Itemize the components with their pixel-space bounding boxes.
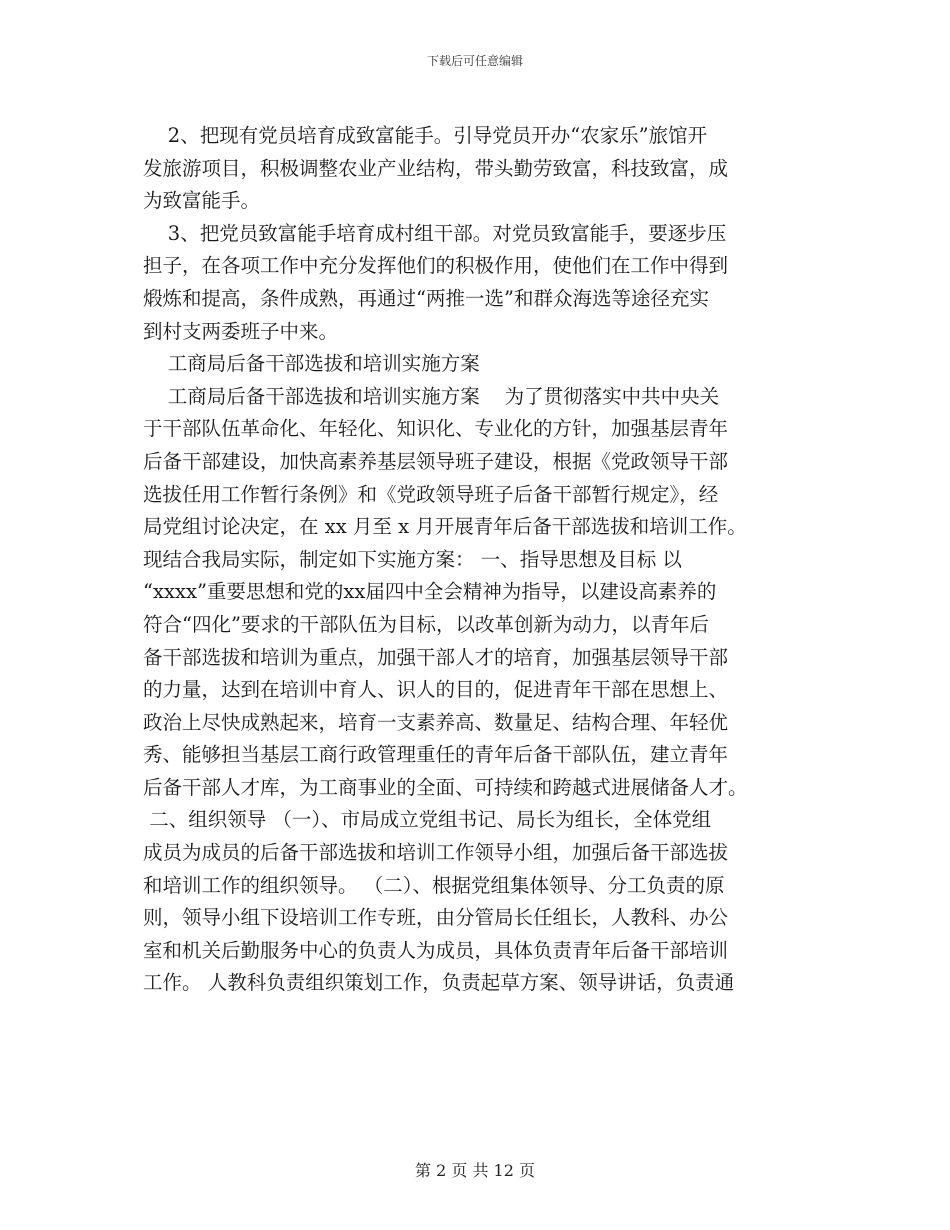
text-line: 局党组讨论决定，在 xx 月至 x 月开展青年后备干部选拔和培训工作。 [143,515,747,539]
text-line: 和培训工作的组织领导。 （二）、根据党组集体领导、分工负责的原 [143,873,725,897]
text-line: 于干部队伍革命化、年轻化、知识化、专业化的方针，加强基层青年 [143,417,729,441]
text-line: 现结合我局实际，制定如下实施方案： 一、指导思想及目标 以 [143,547,682,571]
text-line: 为致富能手。 [143,189,261,213]
page-header-note: 下载后可任意编辑 [426,54,523,68]
text-line: 的力量，达到在培训中育人、识人的目的，促进青年干部在思想上、 [143,678,729,702]
text-line: 后备干部建设，加快高素养基层领导班子建设，根据《党政领导干部 [143,449,729,473]
text-line: 选拔任用工作暂行条例》和《党政领导班子后备干部暂行规定》，经 [143,482,719,506]
text-line: 备干部选拔和培训为重点，加强干部人才的培育，加强基层领导干部 [143,645,729,669]
section-title: 工商局后备干部选拔和培训实施方案 [143,352,480,376]
text-line: 后备干部人才库，为工商事业的全面、可持续和跨越式进展储备人才。 [143,775,748,799]
text-line: 3、把党员致富能手培育成村组干部。对党员致富能手，要逐步压 [143,221,727,245]
text-line: 二、组织领导 （一）、市局成立党组书记、局长为组长，全体党组 [143,808,712,832]
text-line: 到村支两委班子中来。 [143,319,339,343]
text-line: 工作。 人教科负责组织策划工作，负责起草方案、领导讲话，负责通 [143,971,735,995]
text-line: 2、把现有党员培育成致富能手。引导党员开办“农家乐”旅馆开 [143,124,708,147]
text-line: 秀、能够担当基层工商行政管理重任的青年后备干部队伍，建立青年 [143,743,729,767]
text-line: 工商局后备干部选拔和培训实施方案 为了贯彻落实中共中央关 [143,384,720,408]
text-line: 煅炼和提高，条件成熟，再通过“两推一选”和群众海选等途径充实 [143,286,709,310]
text-line: 成员为成员的后备干部选拔和培训工作领导小组，加强后备干部选拔 [143,841,729,865]
page-number: 第 2 页 共 12 页 [415,1161,535,1180]
document-body [143,120,818,1000]
text-line: 政治上尽快成熟起来，培育一支素养高、数量足、结构合理、年轻优 [143,710,729,734]
text-line: 发旅游项目，积极调整农业产业结构，带头勤劳致富，科技致富，成 [143,156,729,180]
text-line: 室和机关后勤服务中心的负责人为成员，具体负责青年后备干部培训 [143,938,729,962]
text-line: 则，领导小组下设培训工作专班，由分管局长任组长，人教科、办公 [143,906,729,930]
text-line: 担子，在各项工作中充分发挥他们的积极作用，使他们在工作中得到 [143,254,729,278]
text-line: 符合“四化”要求的干部队伍为目标，以改革创新为动力，以青年后 [143,612,709,636]
text-line: “xxxx”重要思想和党的xx届四中全会精神为指导，以建设高素养的 [143,580,717,604]
